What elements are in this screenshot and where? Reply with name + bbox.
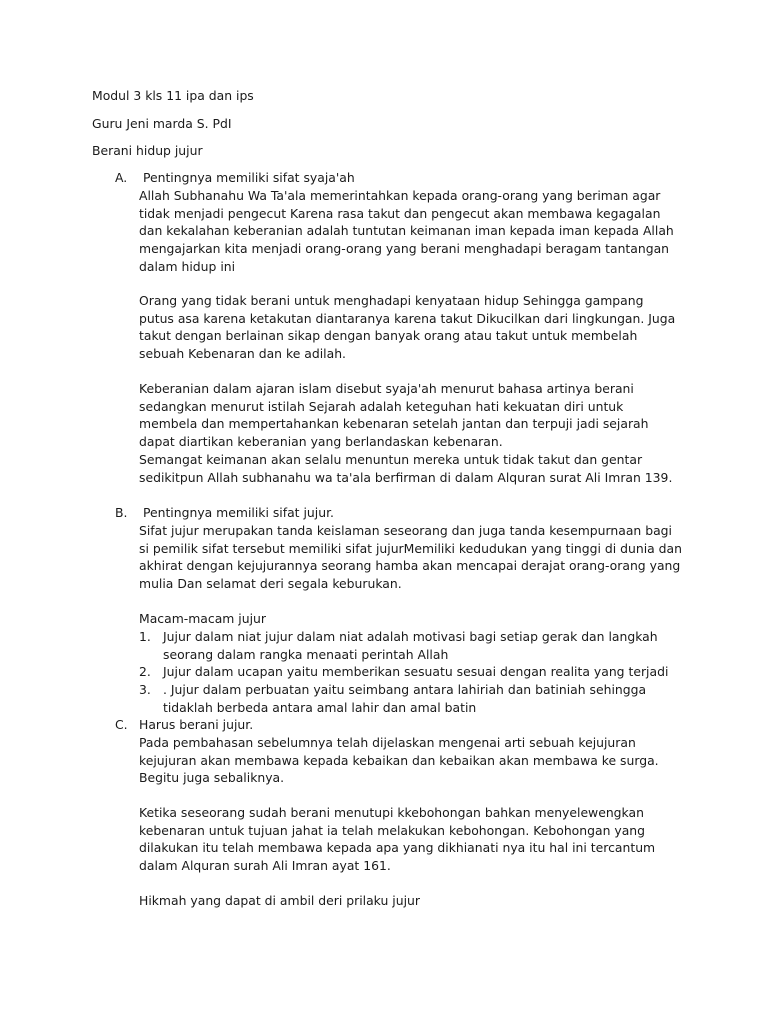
list-item-text: . Jujur dalam perbuatan yaitu seimbang antara lahiriah dan batiniah sehingga tidaklah berbeda antara amal lahir dan amal batin — [163, 682, 647, 715]
section-b-list-title: Macam-macam jujur — [139, 611, 266, 626]
section-c-heading: Harus berani jujur. — [139, 717, 254, 732]
section-a-paragraph-3: Keberanian dalam ajaran islam disebut syaja'ah menurut bahasa artinya berani sedangkan menurut istilah Sejarah adalah keteguhan hati kekuatan diri untuk membela dan mempertahankan kebenaran setelah jantan dan terpuji jadi sejarah dapat diartikan keberanian yang berlandaskan kebenaran. — [139, 381, 649, 450]
section-c-paragraph-1: Pada pembahasan sebelumnya telah dijelaskan mengenai arti sebuah kejujuran kejujuran akan membawa kepada kebaikan dan kebaikan akan membawa ke surga. Begitu juga sebaliknya. — [139, 735, 659, 786]
section-a-paragraph-2: Orang yang tidak berani untuk menghadapi kenyataan hidup Sehingga gampang putus asa karena ketakutan diantaranya karena takut Dikucilkan dari lingkungan. Juga takut dengan berlainan sikap dengan banyak orang atau takut untuk membelah sebuah Kebenaran dan ke adilah. — [139, 293, 676, 362]
section-b-paragraph-1: Sifat jujur merupakan tanda keislaman seseorang dan juga tanda kesempurnaan bagi si pemilik sifat tersebut memiliki sifat jujurMemiliki kedudukan yang tinggi di dunia dan akhirat dengan kejujurannya seorang hamba akan mencapai derajat orang-orang yang mulia Dan selamat deri segala keburukan. — [139, 523, 682, 592]
teacher-name: Guru Jeni marda S. PdI — [92, 116, 232, 131]
section-a-paragraph-1: Allah Subhanahu Wa Ta'ala memerintahkan kepada orang-orang yang beriman agar tidak menjadi pengecut Karena rasa takut dan pengecut akan membawa kegagalan dan kekalahan keberanian adalah tuntutan keimanan iman kepada iman kepada Allah mengajarkan kita menjadi orang-orang yang berani menghadapi beragam tantangan dalam hidup ini — [139, 188, 674, 274]
section-c-paragraph-2: Ketika seseorang sudah berani menutupi kkebohongan bahkan menyelewengkan kebenaran untuk tujuan jahat ia telah melakukan kebohongan. Kebohongan yang dilakukan itu telah membawa kepada apa yang dikhianati nya itu hal ini tercantum dalam Alquran surah Ali Imran ayat 161. — [139, 805, 656, 874]
section-b-heading: Pentingnya memiliki sifat jujur. — [139, 505, 334, 520]
list-item-number: 3. — [139, 682, 151, 697]
section-c-marker: C. — [115, 717, 128, 732]
list-item-number: 1. — [139, 629, 151, 644]
topic-title: Berani hidup jujur — [92, 143, 203, 158]
section-a-paragraph-4: Semangat keimanan akan selalu menuntun mereka untuk tidak takut dan gentar sedikitpun Allah subhanahu wa ta'ala berfirman di dalam Alquran surat Ali Imran 139. — [139, 452, 673, 485]
list-item-text: Jujur dalam niat jujur dalam niat adalah motivasi bagi setiap gerak dan langkah seorang dalam rangka menaati perintah Allah — [163, 629, 658, 662]
list-item-text: Jujur dalam ucapan yaitu memberikan sesuatu sesuai dengan realita yang terjadi — [163, 664, 669, 679]
section-c-closing-line: Hikmah yang dapat di ambil deri prilaku jujur — [139, 893, 420, 908]
module-title: Modul 3 kls 11 ipa dan ips — [92, 88, 254, 103]
section-a-marker: A. — [115, 170, 128, 185]
section-b-marker: B. — [115, 505, 128, 520]
section-a-heading: Pentingnya memiliki sifat syaja'ah — [139, 170, 355, 185]
list-item-number: 2. — [139, 664, 151, 679]
